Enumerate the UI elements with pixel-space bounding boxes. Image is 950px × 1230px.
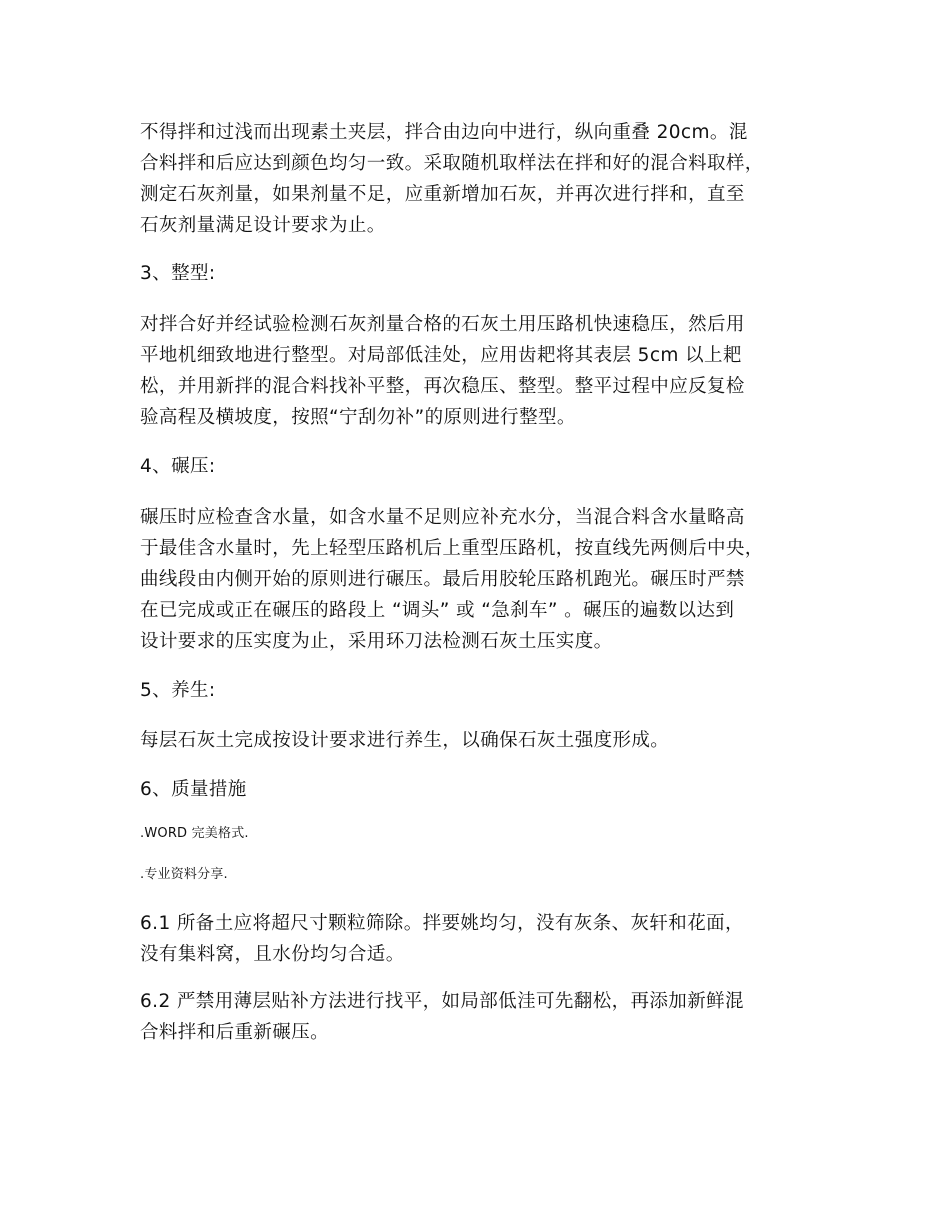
- section-4-heading: [140, 451, 830, 482]
- text-line: 合料拌和后应达到颜色均匀一致。采取随机取样法在拌和好的混合料取样，: [140, 153, 764, 174]
- text-line: 不得拌和过浅而出现素土夹层，拌合由边向中进行，纵向重叠 20cm。混: [140, 122, 748, 143]
- section-3-heading: [140, 258, 830, 289]
- heading-text: 3、整型:: [140, 263, 216, 284]
- text-line: 测定石灰剂量，如果剂量不足，应重新增加石灰，并再次进行拌和，直至: [140, 184, 745, 205]
- item-6-1-paragraph: [140, 908, 830, 970]
- heading-text: 5、养生:: [140, 680, 216, 701]
- section-6-heading: [140, 774, 830, 805]
- watermark-share: [140, 865, 830, 885]
- section-5-heading: [140, 675, 830, 706]
- text-line: 6.1 所备土应将超尺寸颗粒筛除。拌要姚均匀，没有灰条、灰轩和花面，: [140, 913, 744, 934]
- text-line: 设计要求的压实度为止，采用环刀法检测石灰土压实度。: [140, 631, 613, 652]
- text-line: 合料拌和后重新碾压。: [140, 1022, 330, 1043]
- text-line: 平地机细致地进行整型。对局部低洼处，应用齿耙将其表层 5cm 以上耙: [140, 345, 742, 366]
- text-line: 碾压时应检查含水量，如含水量不足则应补充水分，当混合料含水量略高: [140, 507, 745, 528]
- watermark-word-format: [140, 824, 830, 844]
- text-line: 对拌合好并经试验检测石灰剂量合格的石灰土用压路机快速稳压，然后用: [140, 314, 745, 335]
- text-line: 验高程及横坡度，按照“宁刮勿补”的原则进行整型。: [140, 407, 576, 428]
- text-line: 没有集料窝，且水份均匀合适。: [140, 944, 405, 965]
- footer-text: .专业资料分享.: [140, 867, 228, 882]
- text-line: 在已完成或正在碾压的路段上 “调头” 或 “急刹车” 。碾压的遍数以达到: [140, 600, 735, 621]
- text-line: 6.2 严禁用薄层贴补方法进行找平，如局部低洼可先翻松，再添加新鲜混: [140, 991, 744, 1012]
- item-6-2-paragraph: [140, 986, 830, 1048]
- section-5-paragraph: [140, 725, 830, 756]
- section-4-paragraph: [140, 502, 830, 657]
- intro-paragraph: [140, 117, 830, 241]
- heading-text: 4、碾压:: [140, 456, 216, 477]
- heading-text: 6、质量措施: [140, 779, 247, 800]
- text-line: 曲线段由内侧开始的原则进行碾压。最后用胶轮压路机跑光。碾压时严禁: [140, 569, 745, 590]
- section-3-paragraph: [140, 309, 830, 433]
- footer-text: .WORD 完美格式.: [140, 826, 249, 841]
- text-line: 松，并用新拌的混合料找补平整，再次稳压、整型。整平过程中应反复检: [140, 376, 745, 397]
- text-line: 每层石灰土完成按设计要求进行养生，以确保石灰土强度形成。: [140, 730, 670, 751]
- text-line: 石灰剂量满足设计要求为止。: [140, 215, 386, 236]
- text-line: 于最佳含水量时，先上轻型压路机后上重型压路机，按直线先两侧后中央，: [140, 538, 764, 559]
